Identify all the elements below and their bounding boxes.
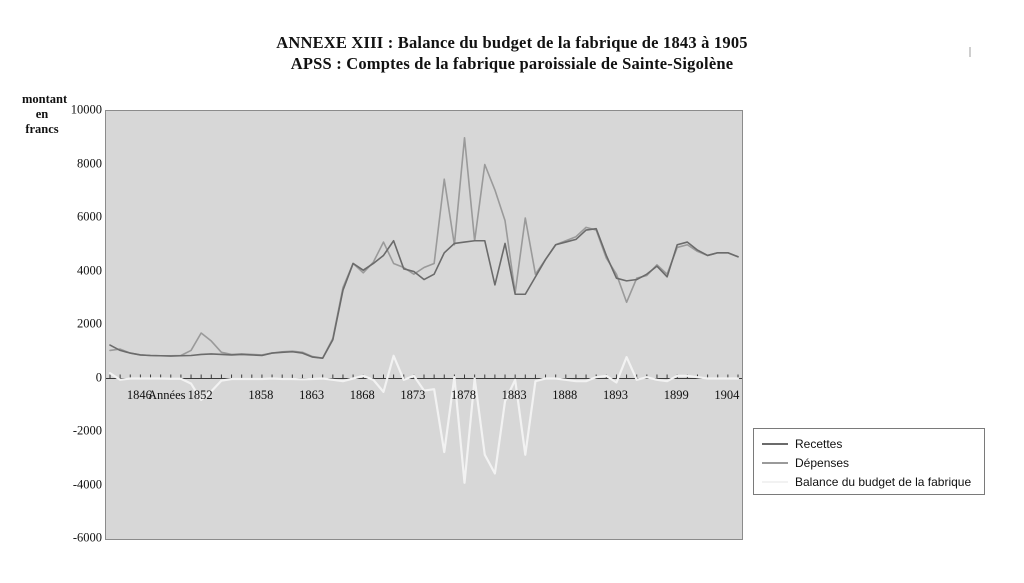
plot-canvas <box>105 110 743 540</box>
x-axis-tick-label: 1878 <box>451 388 477 402</box>
x-axis-tick-label: 1858 <box>248 388 274 402</box>
legend-swatch-icon <box>762 443 788 445</box>
series-line <box>110 138 738 358</box>
y-axis-title-line1: montant en <box>22 92 68 121</box>
chart-legend <box>753 428 985 495</box>
y-axis-tick-label: 6000 <box>77 209 102 224</box>
x-axis-tick-label: 1888 <box>552 388 578 402</box>
y-axis-tick-label: -2000 <box>72 423 102 438</box>
y-axis-tick-label: 2000 <box>77 316 102 331</box>
y-axis-tick-label: -6000 <box>72 530 102 545</box>
y-axis-tick-label: 4000 <box>77 263 102 277</box>
y-axis-title-line2: francs <box>25 122 59 136</box>
x-axis-tick-label: 1883 <box>501 388 527 402</box>
page-subtitle: APSS : Comptes de la fabrique paroissiale de Sainte-Sigolène <box>290 54 734 73</box>
series-line <box>110 229 738 358</box>
page-title: ANNEXE XIII : Balance du budget de la fabrique de 1843 à 1905 <box>276 33 748 52</box>
series-lines <box>106 111 742 539</box>
x-axis-tick-label: 1852 <box>187 388 213 402</box>
x-axis-tick-label: 1899 <box>663 388 689 402</box>
x-axis-tick-labels <box>60 388 780 406</box>
legend-item <box>762 434 976 453</box>
y-axis-tick-labels <box>40 100 102 550</box>
x-axis-tick-label: 1873 <box>400 388 426 402</box>
x-axis-name: Années <box>148 388 186 402</box>
y-axis-tick-label: 8000 <box>77 156 102 170</box>
x-axis-tick-label: 1868 <box>349 388 375 402</box>
legend-item-label: Recettes <box>795 436 843 451</box>
legend-item-label: Balance du budget de la fabrique <box>795 474 972 489</box>
legend-swatch-icon <box>762 462 788 464</box>
y-axis-tick-label: 0 <box>95 370 102 384</box>
y-axis-tick-label: -4000 <box>72 477 102 491</box>
y-axis-tick-label: 10000 <box>70 102 102 117</box>
legend-item <box>762 472 976 491</box>
legend-swatch-icon <box>762 481 788 483</box>
x-axis-tick-label: 1863 <box>299 388 325 402</box>
legend-item-label: Dépenses <box>795 455 850 470</box>
x-axis-tick-label: 1846 <box>126 388 152 402</box>
x-axis-tick-label: 1893 <box>602 388 628 402</box>
x-axis-tick-label: 1904 <box>714 388 740 402</box>
legend-item <box>762 453 976 472</box>
